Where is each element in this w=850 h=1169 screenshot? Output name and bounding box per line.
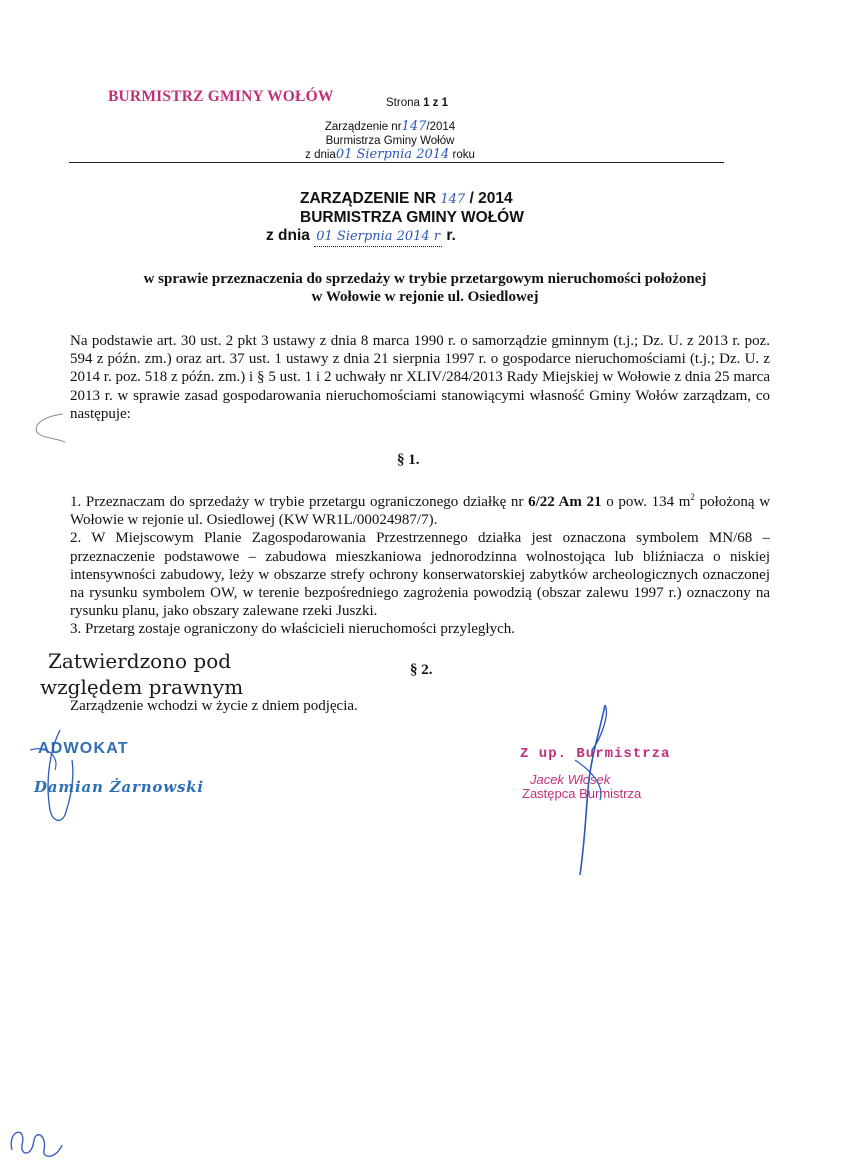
page-number-value: 1 z 1: [423, 97, 449, 109]
ref-date-handwritten: 01 Sierpnia 2014: [335, 147, 450, 162]
title-line-number: [250, 190, 610, 209]
ref-line-number: [300, 120, 480, 134]
item-1-text-b: o pow. 134 m: [606, 494, 691, 510]
title-number-label: ZARZĄDZENIE NR: [300, 190, 437, 207]
section-1-item-2: 2. W Miejscowym Planie Zagospodarowania Przestrzennego działka jest oznaczona symbolem MN/68 – przeznaczenie podstawowe – zabudowa mieszkaniowa jednorodzinna wolnostojąca lub bliźniacza o niskiej intensywności zabudowy, leży w obszarze strefy ochrony konserwatorskiej zabytków archeologicznych oznaczonej na rysunku symbolem OW, w terenie bezpośredniego zagrożenia powodzią (obszar zalewu 1997 r.) oznaczony na rysunku planu, jako obszary zalewane rzeki Juszki.: [70, 530, 770, 620]
section-2-mark: § 2.: [410, 662, 433, 678]
margin-mark-icon: [25, 408, 70, 448]
ref-line-date: [300, 148, 480, 162]
header-divider: [69, 162, 724, 163]
document-title: [250, 190, 610, 247]
ref-number-year: /2014: [426, 121, 456, 133]
parcel-number: 6/22 Am 21: [528, 494, 602, 510]
ref-date-suffix: roku: [452, 149, 475, 161]
deputy-mayor-signature-icon: [560, 700, 630, 880]
ref-date-label: z dnia: [305, 149, 336, 161]
document-subject: [80, 270, 770, 306]
item-1-text-a: 1. Przeznaczam do sprzedaży w trybie przetargu ograniczonego działkę nr: [70, 494, 524, 510]
title-number-handwritten: 147: [440, 192, 466, 207]
page-label: Strona: [386, 97, 420, 109]
approval-line-2: względem prawnym: [40, 675, 244, 699]
section-1-mark: § 1.: [397, 452, 420, 468]
title-date-suffix: r.: [446, 227, 456, 244]
approval-line-1: Zatwierdzono pod: [48, 649, 232, 673]
section-1-body: [70, 488, 770, 639]
legal-basis-paragraph: Na podstawie art. 30 ust. 2 pkt 3 ustawy z dnia 8 marca 1990 r. o samorządzie gminnym (t.j.; Dz. U. z 2013 r. poz. 594 z późn. zm.) oraz art. 37 ust. 1 ustawy z dnia 21 sierpnia 1997 r. o gospodarce nieruchomościami (t.j.; Dz. U. z 2014 r. poz. 518 z późn. zm.) i § 5 ust. 1 i 2 uchwały nr XLIV/284/2013 Rady Miejskiej w Wołowie z dnia 25 marca 2013 r. w sprawie zasad gospodarowania nieruchomościami stanowiącymi własność Gminy Wołów zarządzam, co następuje:: [70, 333, 770, 422]
deputy-mayor-role: Zastępca Burmistrza: [522, 786, 642, 801]
mayor-stamp: BURMISTRZ GMINY WOŁÓW: [108, 88, 334, 105]
advocate-signature-icon: [20, 720, 110, 830]
deputy-mayor-name: Jacek Włosek: [530, 772, 611, 787]
section-1-item-1: [70, 488, 770, 529]
margin-initials-icon: [2, 1120, 72, 1165]
legal-approval-stamp: [40, 648, 243, 700]
title-date-label: z dnia: [266, 227, 310, 244]
area-unit-sup: 2: [690, 492, 695, 502]
advocate-stamp-name: Damian Żarnowski: [34, 778, 204, 796]
title-issuer: BURMISTRZA GMINY WOŁÓW: [300, 209, 524, 226]
item-1-text-c: położoną w Wołowie w rejonie ul. Osiedlowej (KW WR1L/00024987/7).: [70, 494, 771, 529]
subject-line-1: w sprawie przeznaczenia do sprzedaży w trybie przetargowym nieruchomości położonej: [143, 271, 707, 287]
ref-number-label: Zarządzenie nr: [324, 121, 402, 133]
title-line-date: [250, 227, 610, 247]
ref-issuer: Burmistrza Gminy Wołów: [325, 135, 455, 147]
subject-line-2: w Wołowie w rejonie ul. Osiedlowej: [311, 289, 539, 305]
deputy-mayor-stamp-title: Z up. Burmistrza: [520, 746, 671, 762]
title-date-handwritten: 01 Sierpnia 2014 r: [314, 228, 442, 247]
page-number: [386, 97, 448, 109]
section-1-item-3: 3. Przetarg zostaje ograniczony do właścicieli nieruchomości przyległych.: [70, 621, 515, 638]
title-number-year: / 2014: [469, 190, 513, 207]
advocate-stamp-title: ADWOKAT: [38, 740, 129, 757]
ref-number-handwritten: 147: [401, 119, 427, 134]
reference-block: [300, 120, 480, 162]
section-2-text: Zarządzenie wchodzi w życie z dniem podjęcia.: [70, 698, 358, 714]
